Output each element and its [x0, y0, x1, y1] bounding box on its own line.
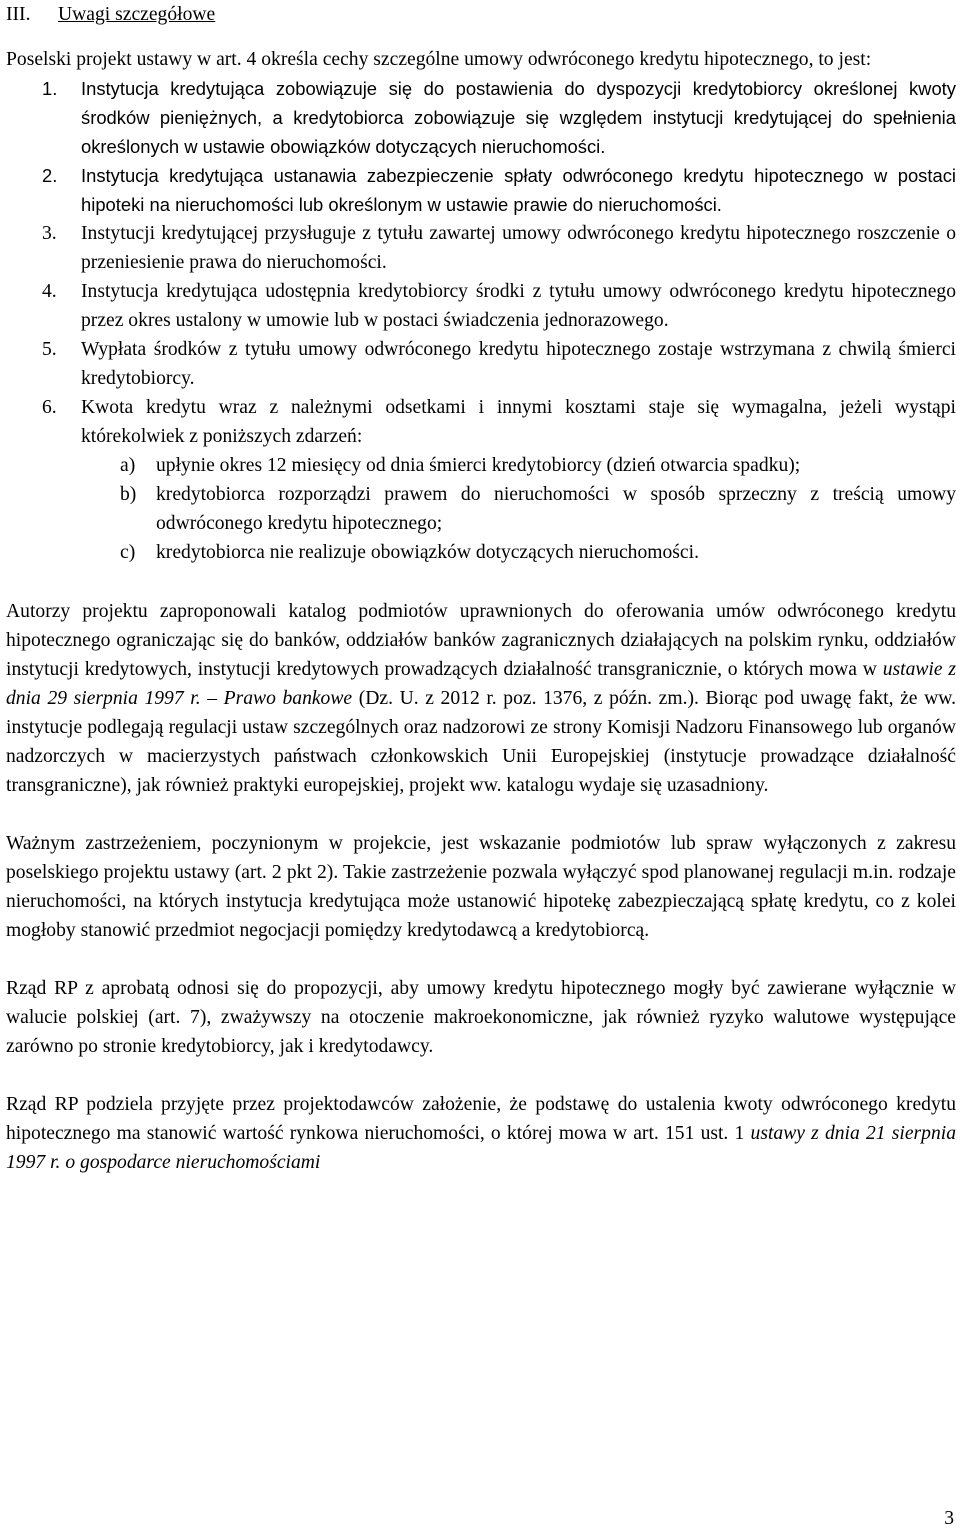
item-number: 5.: [42, 339, 57, 360]
item-text: Instytucja kredytująca udostępnia kredytobiorcy środki z tytułu umowy odwróconego kredytu hipotecznego przez okres ustalony w umowie lub w postaci świadczenia jednorazowego.: [81, 281, 956, 331]
paragraph-reservation: Ważnym zastrzeżeniem, poczynionym w projekcie, jest wskazanie podmiotów lub spraw wyłączonych z zakresu poselskiego projektu ustawy (art. 2 pkt 2). Takie zastrzeżenie pozwala wyłączyć spod planowanej regulacji m.in. rodzaje nieruchomości, na których instytucja kredytująca może ustanowić hipotekę zabezpieczającą spłatę kredytu, co z kolei mogłoby stanowić przedmiot negocjacji pomiędzy kredytodawcą a kredytobiorcą.: [6, 833, 956, 941]
features-list: [6, 74, 956, 219]
sub-item-letter: c): [120, 542, 136, 563]
paragraph-valuation: [6, 1090, 956, 1177]
item-text: Kwota kredytu wraz z należnymi odsetkami i innymi kosztami staje się wymagalna, jeżeli wystąpi którekolwiek z poniższych zdarzeń:: [81, 397, 956, 447]
page-number: 3: [944, 1508, 954, 1529]
item-number: 3.: [42, 223, 57, 244]
item-text: Instytucja kredytująca zobowiązuje się do postawienia do dyspozycji kredytobiorcy określonej kwoty środków pieniężnych, a kredytobiorca zobowiązuje się względem instytucji kredytującej do spełnienia określonych w ustawie obowiązków dotyczących nieruchomości.: [81, 78, 956, 157]
law-reference: ustawy z dnia 21 sierpnia 1997 r. o gospodarce nieruchomościami: [6, 1123, 957, 1173]
list-item: [6, 277, 956, 335]
section-heading: [6, 0, 956, 29]
sub-item-text: upłynie okres 12 miesięcy od dnia śmierci kredytobiorcy (dzień otwarcia spadku);: [156, 455, 801, 476]
sub-list-item: [6, 538, 956, 567]
item-number: 6.: [42, 397, 57, 418]
item-text: Instytucja kredytująca ustanawia zabezpieczenie spłaty odwróconego kredytu hipotecznego w postaci hipoteki na nieruchomości lub określonym w ustawie prawie do nieruchomości.: [81, 165, 956, 215]
features-list-continued: [6, 219, 956, 567]
sub-item-letter: a): [120, 455, 136, 476]
item-text: Instytucji kredytującej przysługuje z tytułu zawartej umowy odwróconego kredytu hipotecznego roszczenie o przeniesienie prawa do nieruchomości.: [81, 223, 956, 273]
law-reference: ustawie z dnia 29 sierpnia 1997 r. – Prawo bankowe: [6, 659, 956, 709]
sub-item-letter: b): [120, 484, 137, 505]
paragraph-text: (Dz. U. z 2012 r. poz. 1376, z późn. zm.). Biorąc pod uwagę fakt, że ww. instytucje podlegają regulacji ustaw szczególnych oraz nadzorowi ze strony Komisji Nadzoru Finansowego lub organów nadzorczych w macierzystych państwach członkowskich Unii Europejskiej (instytucje prowadzące działalność transgraniczne), jak również praktyki europejskiej, projekt ww. katalogu wydaje się uzasadniony.: [6, 688, 956, 796]
list-item: [6, 219, 956, 277]
section-number: III.: [6, 4, 31, 25]
list-item: [6, 74, 956, 161]
sub-item-text: kredytobiorca rozporządzi prawem do nieruchomości w sposób sprzeczny z treścią umowy odwróconego kredytu hipotecznego;: [156, 484, 956, 534]
document-page: [6, 0, 956, 1177]
paragraph-currency: Rząd RP z aprobatą odnosi się do propozycji, aby umowy kredytu hipotecznego mogły być zawierane wyłącznie w walucie polskiej (art. 7), zważywszy na otoczenie makroekonomiczne, jak również ryzyko walutowe występujące zarówno po stronie kredytobiorcy, jak i kredytodawcy.: [6, 978, 956, 1057]
item-number: 4.: [42, 281, 57, 302]
item-number: 1.: [42, 78, 58, 99]
item-text: Wypłata środków z tytułu umowy odwróconego kredytu hipotecznego zostaje wstrzymana z chwilą śmierci kredytobiorcy.: [81, 339, 956, 389]
list-item: [6, 393, 956, 451]
paragraph-text: Autorzy projektu zaproponowali katalog podmiotów uprawnionych do oferowania umów odwróconego kredytu hipotecznego ograniczając się do banków, oddziałów banków zagranicznych działających na polskim rynku, oddziałów instytucji kredytowych, instytucji kredytowych prowadzących działalność transgranicznie, o których mowa w: [6, 601, 956, 680]
item-number: 2.: [42, 165, 58, 186]
list-item: [6, 161, 956, 219]
sub-list-item: [6, 451, 956, 480]
sub-item-text: kredytobiorca nie realizuje obowiązków dotyczących nieruchomości.: [156, 542, 699, 563]
intro-paragraph: Poselski projekt ustawy w art. 4 określa cechy szczególne umowy odwróconego kredytu hipotecznego, to jest:: [6, 49, 872, 70]
sub-list-item: [6, 480, 956, 538]
paragraph-text: Rząd RP podziela przyjęte przez projektodawców założenie, że podstawę do ustalenia kwoty odwróconego kredytu hipotecznego ma stanowić wartość rynkowa nieruchomości, o której mowa w art. 151 ust. 1: [6, 1094, 956, 1144]
paragraph-authors: [6, 597, 956, 800]
section-title: Uwagi szczegółowe: [58, 4, 216, 25]
list-item: [6, 335, 956, 393]
